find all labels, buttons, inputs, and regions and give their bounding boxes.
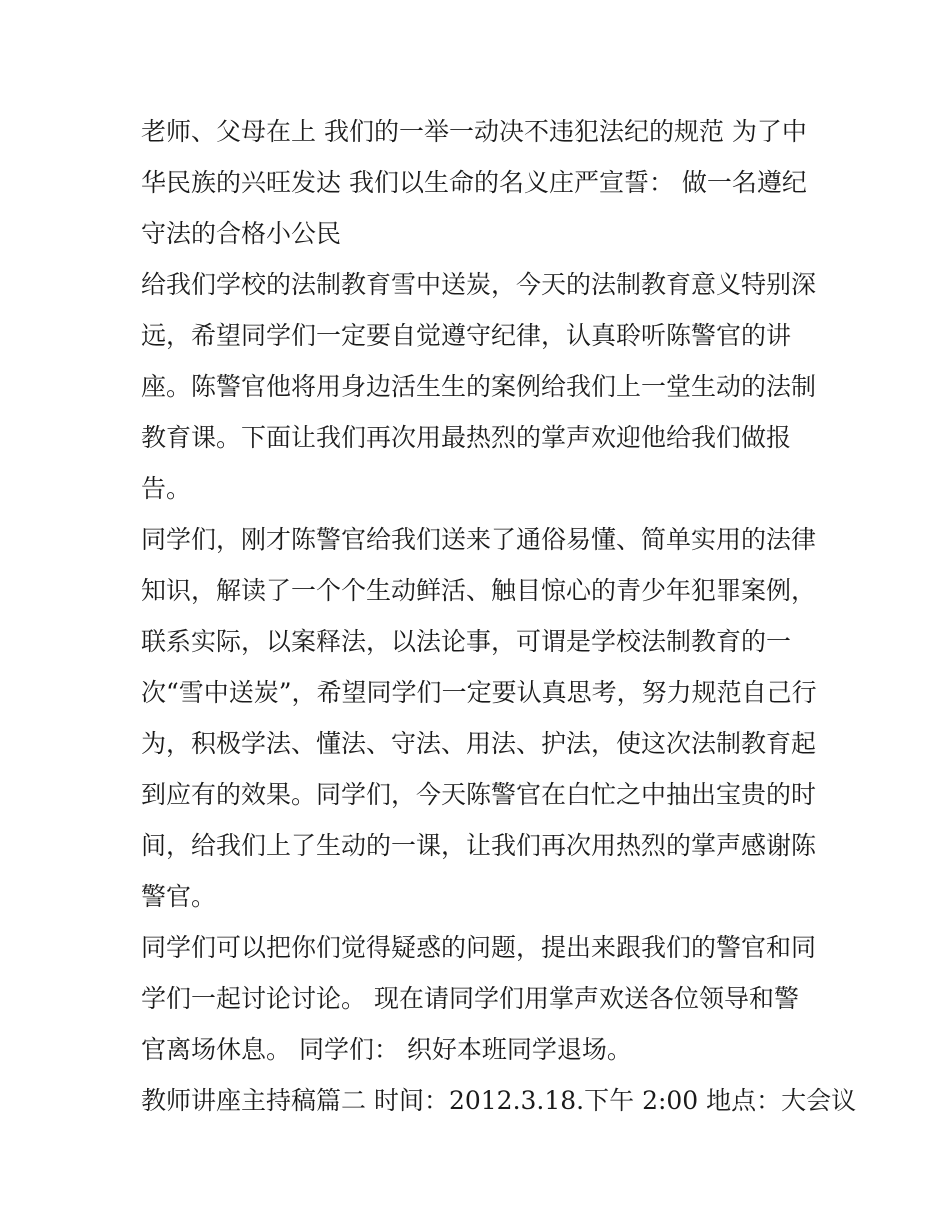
text-line: 老师、父母在上 我们的一举一动决不违犯法纪的规范 为了中 [141,117,807,146]
text-line: 官离场休息。 同学们： 织好本班同学退场。 [141,1035,632,1064]
paragraph-closing [141,922,817,1075]
text-line: 为，积极学法、懂法、守法、用法、护法，使这次法制教育起 [141,729,817,758]
paragraph-welcome [141,259,817,514]
document-body [141,106,857,1126]
text-line: 教师讲座主持稿篇二 时间：2012.3.18.下午 2:00 地点：大会议 [141,1086,857,1115]
paragraph-summary [141,514,817,922]
text-line: 教育课。下面让我们再次用最热烈的掌声欢迎他给我们做报 [141,423,792,452]
text-line: 守法的合格小公民 [141,219,342,248]
paragraph-oath [141,106,813,259]
text-line: 华民族的兴旺发达 我们以生命的名义庄严宣誓： 做一名遵纪 [141,168,807,197]
paragraph-section-heading [141,1075,857,1126]
text-line: 给我们学校的法制教育雪中送炭，今天的法制教育意义特别深 [141,270,817,299]
text-line: 到应有的效果。同学们，今天陈警官在白忙之中抽出宝贵的时 [141,780,817,809]
text-line: 联系实际，以案释法，以法论事，可谓是学校法制教育的一 [141,627,792,656]
text-line: 同学们，刚才陈警官给我们送来了通俗易懂、简单实用的法律 [141,525,817,554]
text-line: 告。 [141,474,192,503]
text-line: 警官。 [141,882,217,911]
text-line: 间，给我们上了生动的一课，让我们再次用热烈的掌声感谢陈 [141,831,817,860]
text-line: 座。陈警官他将用身边活生生的案例给我们上一堂生动的法制 [141,372,817,401]
text-line: 同学们可以把你们觉得疑惑的问题，提出来跟我们的警官和同 [141,933,817,962]
text-line: 知识，解读了一个个生动鲜活、触目惊心的青少年犯罪案例， [141,576,817,605]
text-line: 远，希望同学们一定要自觉遵守纪律，认真聆听陈警官的讲 [141,321,792,350]
text-line: 学们一起讨论讨论。 现在请同学们用掌声欢送各位领导和警 [141,984,799,1013]
text-line: 次“雪中送炭”，希望同学们一定要认真思考，努力规范自己行 [141,678,817,707]
